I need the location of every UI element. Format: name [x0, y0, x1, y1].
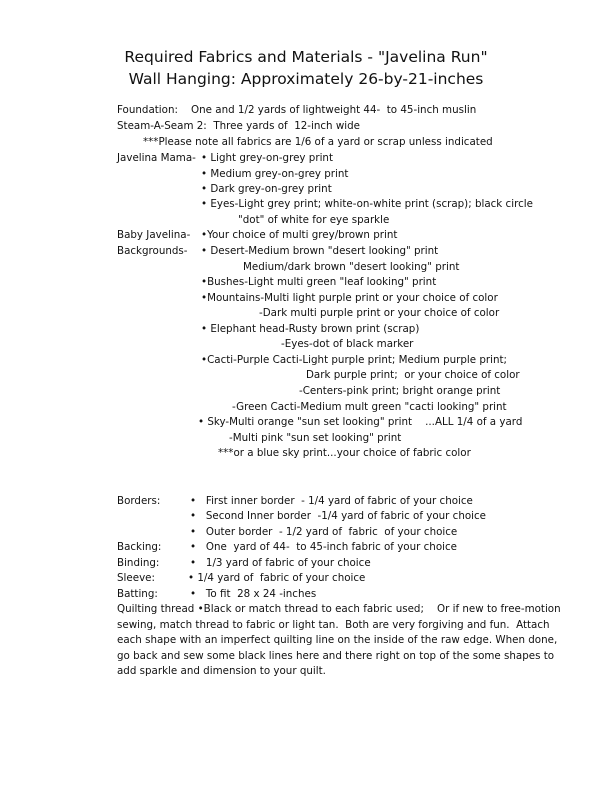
binding-item: • 1/3 yard of fabric of your choice — [190, 557, 371, 569]
page-title: Required Fabrics and Materials - "Javelina Run" — [124, 48, 488, 66]
background-item: -Dark multi purple print or your choice of color — [259, 307, 500, 319]
background-item: • Sky-Multi orange "sun set looking" print ...ALL 1/4 of a yard — [198, 416, 523, 428]
background-item: -Multi pink "sun set looking" print — [229, 432, 402, 444]
steam-a-seam-line: Steam-A-Seam 2: Three yards of 12-inch wide — [117, 120, 361, 132]
quilting-paragraph-line: go back and sew some black lines here and there right on top of the some shapes to — [117, 650, 555, 662]
mama-item: • Light grey-on-grey print — [201, 152, 333, 164]
background-item: •Cacti-Purple Cacti-Light purple print; Medium purple print; — [201, 354, 508, 366]
batting-label: Batting: — [117, 588, 158, 600]
background-item: -Green Cacti-Medium mult green "cacti looking" print — [232, 401, 507, 413]
background-item: ***or a blue sky print...your choice of fabric color — [218, 447, 471, 459]
background-item: • Desert-Medium brown "desert looking" print — [201, 245, 439, 257]
background-item: Dark purple print; or your choice of color — [306, 369, 520, 381]
background-item: -Eyes-dot of black marker — [281, 338, 414, 350]
page-subtitle: Wall Hanging: Approximately 26-by-21-inches — [128, 70, 484, 88]
quilting-paragraph-line: each shape with an imperfect quilting line on the inside of the raw edge. When done, — [117, 634, 558, 646]
mama-item: • Eyes-Light grey print; white-on-white print (scrap); black circle — [201, 198, 533, 210]
borders-label: Borders: — [117, 495, 161, 507]
quilting-paragraph-line: sewing, match thread to fabric or light tan. Both are very forgiving and fun. Attach — [117, 619, 550, 631]
binding-label: Binding: — [117, 557, 160, 569]
backing-label: Backing: — [117, 541, 162, 553]
background-item: •Mountains-Multi light purple print or your choice of color — [201, 292, 498, 304]
border-item: • First inner border - 1/4 yard of fabric of your choice — [190, 495, 473, 507]
backing-item: • One yard of 44- to 45-inch fabric of your choice — [190, 541, 457, 553]
mama-item: • Medium grey-on-grey print — [201, 168, 349, 180]
quilting-paragraph-line: add sparkle and dimension to your quilt. — [117, 665, 326, 677]
baby-item: •Your choice of multi grey/brown print — [201, 229, 398, 241]
background-item: • Elephant head-Rusty brown print (scrap) — [201, 323, 420, 335]
background-item: •Bushes-Light multi green "leaf looking" print — [201, 276, 437, 288]
border-item: • Outer border - 1/2 yard of fabric of your choice — [190, 526, 458, 538]
sleeve-item: • 1/4 yard of fabric of your choice — [188, 572, 366, 584]
foundation-line: Foundation: One and 1/2 yards of lightweight 44- to 45-inch muslin — [117, 104, 477, 116]
mama-item-continued: "dot" of white for eye sparkle — [238, 214, 390, 226]
backgrounds-label: Backgrounds- — [117, 245, 188, 257]
batting-item: • To fit 28 x 24 -inches — [190, 588, 317, 600]
background-item: Medium/dark brown "desert looking" print — [243, 261, 460, 273]
javelina-mama-label: Javelina Mama- — [117, 152, 196, 164]
background-item: -Centers-pink print; bright orange print — [299, 385, 501, 397]
border-item: • Second Inner border -1/4 yard of fabric of your choice — [190, 510, 487, 522]
baby-javelina-label: Baby Javelina- — [117, 229, 191, 241]
sleeve-label: Sleeve: — [117, 572, 155, 584]
mama-item: • Dark grey-on-grey print — [201, 183, 332, 195]
quilting-paragraph-line: Quilting thread •Black or match thread to each fabric used; Or if new to free-motion — [117, 603, 561, 615]
note-line: ***Please note all fabrics are 1/6 of a yard or scrap unless indicated — [143, 136, 493, 148]
